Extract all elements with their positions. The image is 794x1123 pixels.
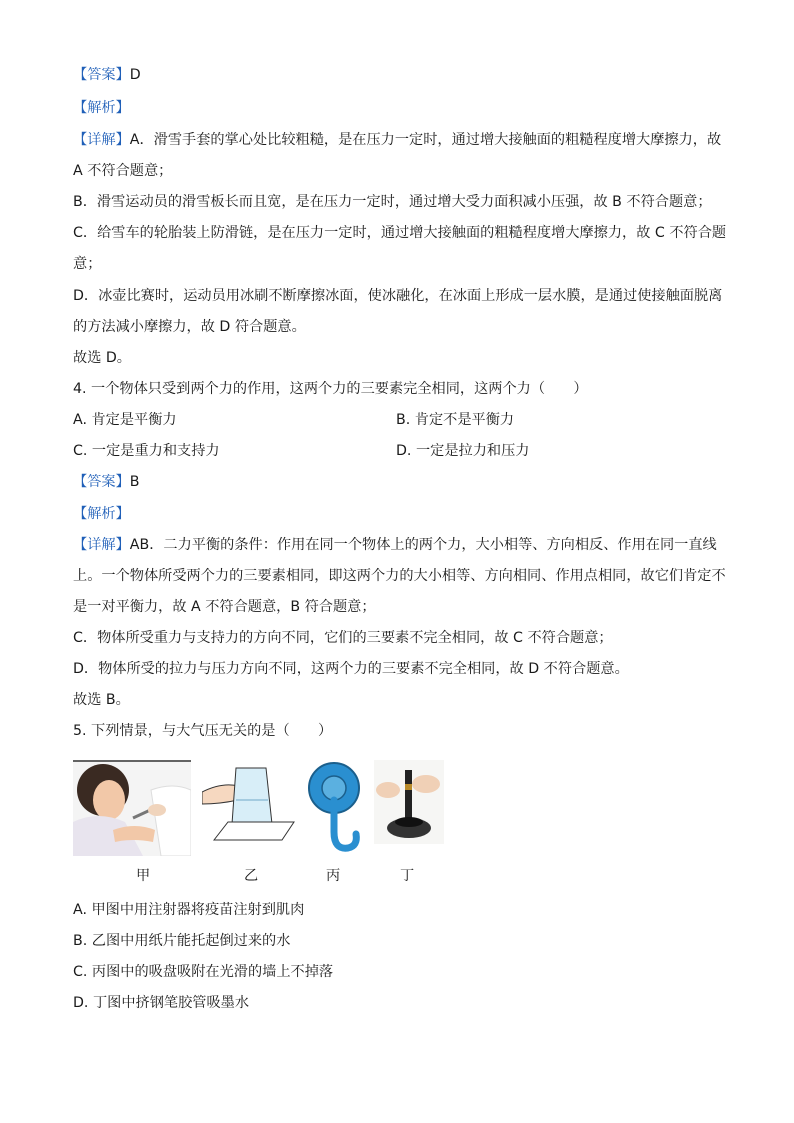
- option-c: C. 一定是重力和支持力: [73, 443, 220, 459]
- detail-tag: 【详解】: [73, 537, 130, 553]
- detail-text: 是一对平衡力，故 A 不符合题意，B 符合题意；: [73, 599, 376, 615]
- answer-tag: 【答案】: [73, 474, 130, 490]
- detail-text: AB．二力平衡的条件：作用在同一个物体上的两个力，大小相等、方向相反、作用在同一直线: [129, 537, 717, 553]
- detail-text: B．滑雪运动员的滑雪板长而且宽，是在压力一定时，通过增大受力面积减小压强，故 B 不符合题意；: [73, 194, 712, 210]
- answer-tag: 【答案】: [73, 67, 130, 83]
- caption-ding: 丁: [400, 868, 415, 884]
- detail-text: D．冰壶比赛时，运动员用冰刷不断摩擦冰面，使冰融化，在冰面上形成一层水膜，是通过使接触面脱离: [73, 288, 723, 304]
- analysis-tag: 【解析】: [73, 100, 130, 116]
- bottle-mouth: [395, 817, 423, 827]
- option-d: D. 一定是拉力和压力: [396, 443, 530, 459]
- detail-text: C．给雪车的轮胎装上防滑链，是在压力一定时，通过增大接触面的粗糙程度增大摩擦力，故 C 不符合题: [73, 225, 727, 241]
- detail-text: 的方法减小摩擦力，故 D 符合题意。: [73, 319, 306, 335]
- detail-text: A．滑雪手套的掌心处比较粗糙，是在压力一定时，通过增大接触面的粗糙程度增大摩擦力，故: [129, 132, 722, 148]
- detail-line: [73, 535, 717, 555]
- child-face: [93, 780, 125, 820]
- caption-bing: 丙: [326, 868, 341, 884]
- conclusion-text: 故选 D。: [73, 350, 131, 366]
- detail-tag: 【详解】: [73, 132, 130, 148]
- answer-value: B: [129, 474, 140, 490]
- option-c: C. 丙图中的吸盘吸附在光滑的墙上不掉落: [73, 964, 334, 980]
- doctor-hand: [148, 804, 166, 816]
- detail-text: D．物体所受的拉力与压力方向不同，这两个力的三要素不完全相同，故 D 不符合题意。: [73, 661, 629, 677]
- question-stem: 4. 一个物体只受到两个力的作用，这两个力的三要素完全相同，这两个力（ ）: [73, 381, 588, 397]
- cup-paper-illustration: [202, 760, 300, 848]
- injection-photo: [73, 760, 191, 856]
- detail-line: [73, 130, 721, 150]
- caption-jia: 甲: [136, 868, 151, 884]
- inverted-cup: [232, 768, 272, 824]
- child-arm: [113, 826, 155, 842]
- option-a: A. 肯定是平衡力: [73, 412, 177, 428]
- detail-text: 意；: [73, 256, 102, 272]
- answer-line: [73, 472, 140, 492]
- detail-text: A 不符合题意；: [73, 163, 173, 179]
- suction-cup-hook: [306, 760, 362, 856]
- paper-sheet: [214, 822, 294, 840]
- left-finger: [376, 782, 400, 798]
- option-d: D. 丁图中挤钢笔胶管吸墨水: [73, 995, 250, 1011]
- right-finger: [412, 775, 440, 793]
- pen-band: [405, 784, 412, 790]
- conclusion-text: 故选 B。: [73, 692, 130, 708]
- question-stem: 5. 下列情景，与大气压无关的是（ ）: [73, 723, 333, 739]
- pen-ink-photo: [374, 760, 444, 844]
- detail-text: C．物体所受重力与支持力的方向不同，它们的三要素不完全相同，故 C 不符合题意；: [73, 630, 613, 646]
- detail-text: 上。一个物体所受两个力的三要素相同，即这两个力的大小相等、方向相同、作用点相同，故它们肯定不: [73, 568, 726, 584]
- option-b: B. 肯定不是平衡力: [396, 412, 515, 428]
- answer-value: D: [129, 67, 141, 83]
- pen: [405, 770, 412, 820]
- option-a: A. 甲图中用注射器将疫苗注射到肌肉: [73, 902, 305, 918]
- answer-line: [73, 65, 141, 85]
- analysis-tag: 【解析】: [73, 506, 130, 522]
- suction-center: [322, 776, 346, 800]
- caption-yi: 乙: [244, 868, 259, 884]
- option-b: B. 乙图中用纸片能托起倒过来的水: [73, 933, 291, 949]
